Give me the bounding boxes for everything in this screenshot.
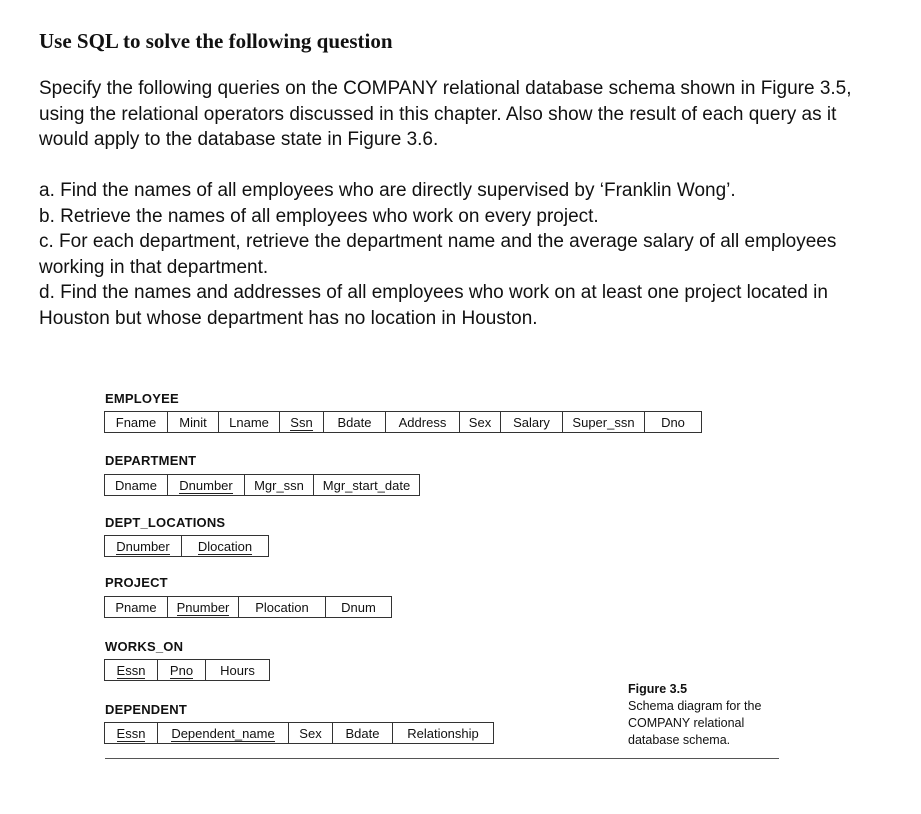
- attribute-cell: Sex: [289, 723, 333, 743]
- attribute-cell: Salary: [501, 412, 563, 432]
- attribute-cell: Dno: [661, 415, 685, 430]
- intro-line: Specify the following queries on the COMPANY relational database schema shown in Figure 3.5,: [39, 78, 852, 99]
- question-line: working in that department.: [39, 256, 269, 278]
- primary-key-cell: Dnumber: [105, 536, 182, 556]
- employee-relation: [104, 411, 702, 433]
- question-line: c. For each department, retrieve the department name and the average salary of all employees: [39, 231, 837, 253]
- question-a: [39, 178, 899, 204]
- attribute-cell: Lname: [219, 412, 280, 432]
- question-heading: Use SQL to solve the following question: [39, 29, 393, 53]
- attribute-cell: Plocation: [239, 597, 326, 617]
- primary-key-cell: Pnumber: [168, 597, 239, 617]
- dependent-relation-title: DEPENDENT: [105, 702, 187, 717]
- question-list: [39, 178, 899, 332]
- intro-line: using the relational operators discussed in this chapter. Also show the result of each query as it: [39, 103, 837, 125]
- primary-key-cell: Dnumber: [168, 475, 245, 495]
- primary-key-cell: Dlocation: [197, 539, 253, 554]
- primary-key-cell: Essn: [105, 660, 158, 680]
- question-line: Houston but whose department has no location in Houston.: [39, 307, 538, 329]
- attribute-cell: Hours: [220, 663, 255, 678]
- works-on-relation-title: WORKS_ON: [105, 639, 184, 654]
- primary-key-cell: Essn: [105, 723, 158, 743]
- department-relation: [104, 474, 420, 496]
- question-d: [39, 280, 899, 331]
- works-on-relation: [104, 659, 270, 681]
- question-line: d. Find the names and addresses of all employees who work on at least one project located in: [39, 282, 828, 304]
- attribute-cell: Sex: [460, 412, 501, 432]
- attribute-cell: Bdate: [333, 723, 393, 743]
- attribute-cell: Minit: [168, 412, 219, 432]
- attribute-cell: Dname: [105, 475, 168, 495]
- question-line: b. Retrieve the names of all employees who work on every project.: [39, 205, 599, 227]
- project-relation-title: PROJECT: [105, 575, 168, 590]
- primary-key-cell: Ssn: [280, 412, 324, 432]
- attribute-cell: Mgr_start_date: [322, 478, 411, 493]
- question-c: [39, 229, 899, 280]
- question-b: [39, 204, 899, 230]
- attribute-cell: Super_ssn: [563, 412, 645, 432]
- attribute-cell: Dnum: [341, 600, 376, 615]
- figure-divider: [105, 758, 779, 759]
- caption-line: Schema diagram for the: [628, 699, 762, 713]
- attribute-cell: Pname: [105, 597, 168, 617]
- attribute-cell: Fname: [105, 412, 168, 432]
- intro-paragraph: [39, 76, 899, 153]
- project-relation: [104, 596, 392, 618]
- attribute-cell: Address: [386, 412, 460, 432]
- primary-key-cell: Pno: [158, 660, 206, 680]
- department-relation-title: DEPARTMENT: [105, 453, 197, 468]
- attribute-cell: Bdate: [324, 412, 386, 432]
- caption-line: database schema.: [628, 733, 731, 747]
- caption-line: COMPANY relational: [628, 716, 745, 730]
- question-line: a. Find the names of all employees who are directly supervised by ‘Franklin Wong’.: [39, 180, 736, 201]
- dept-locations-relation: [104, 535, 269, 557]
- figure-label: Figure 3.5: [628, 682, 688, 696]
- attribute-cell: Mgr_ssn: [245, 475, 314, 495]
- dependent-relation: [104, 722, 494, 744]
- intro-line: would apply to the database state in Figure 3.6.: [39, 129, 439, 151]
- dept-locations-relation-title: DEPT_LOCATIONS: [105, 515, 226, 530]
- primary-key-cell: Dependent_name: [158, 723, 289, 743]
- attribute-cell: Relationship: [407, 726, 479, 741]
- employee-relation-title: EMPLOYEE: [105, 391, 179, 406]
- figure-caption: [628, 681, 798, 749]
